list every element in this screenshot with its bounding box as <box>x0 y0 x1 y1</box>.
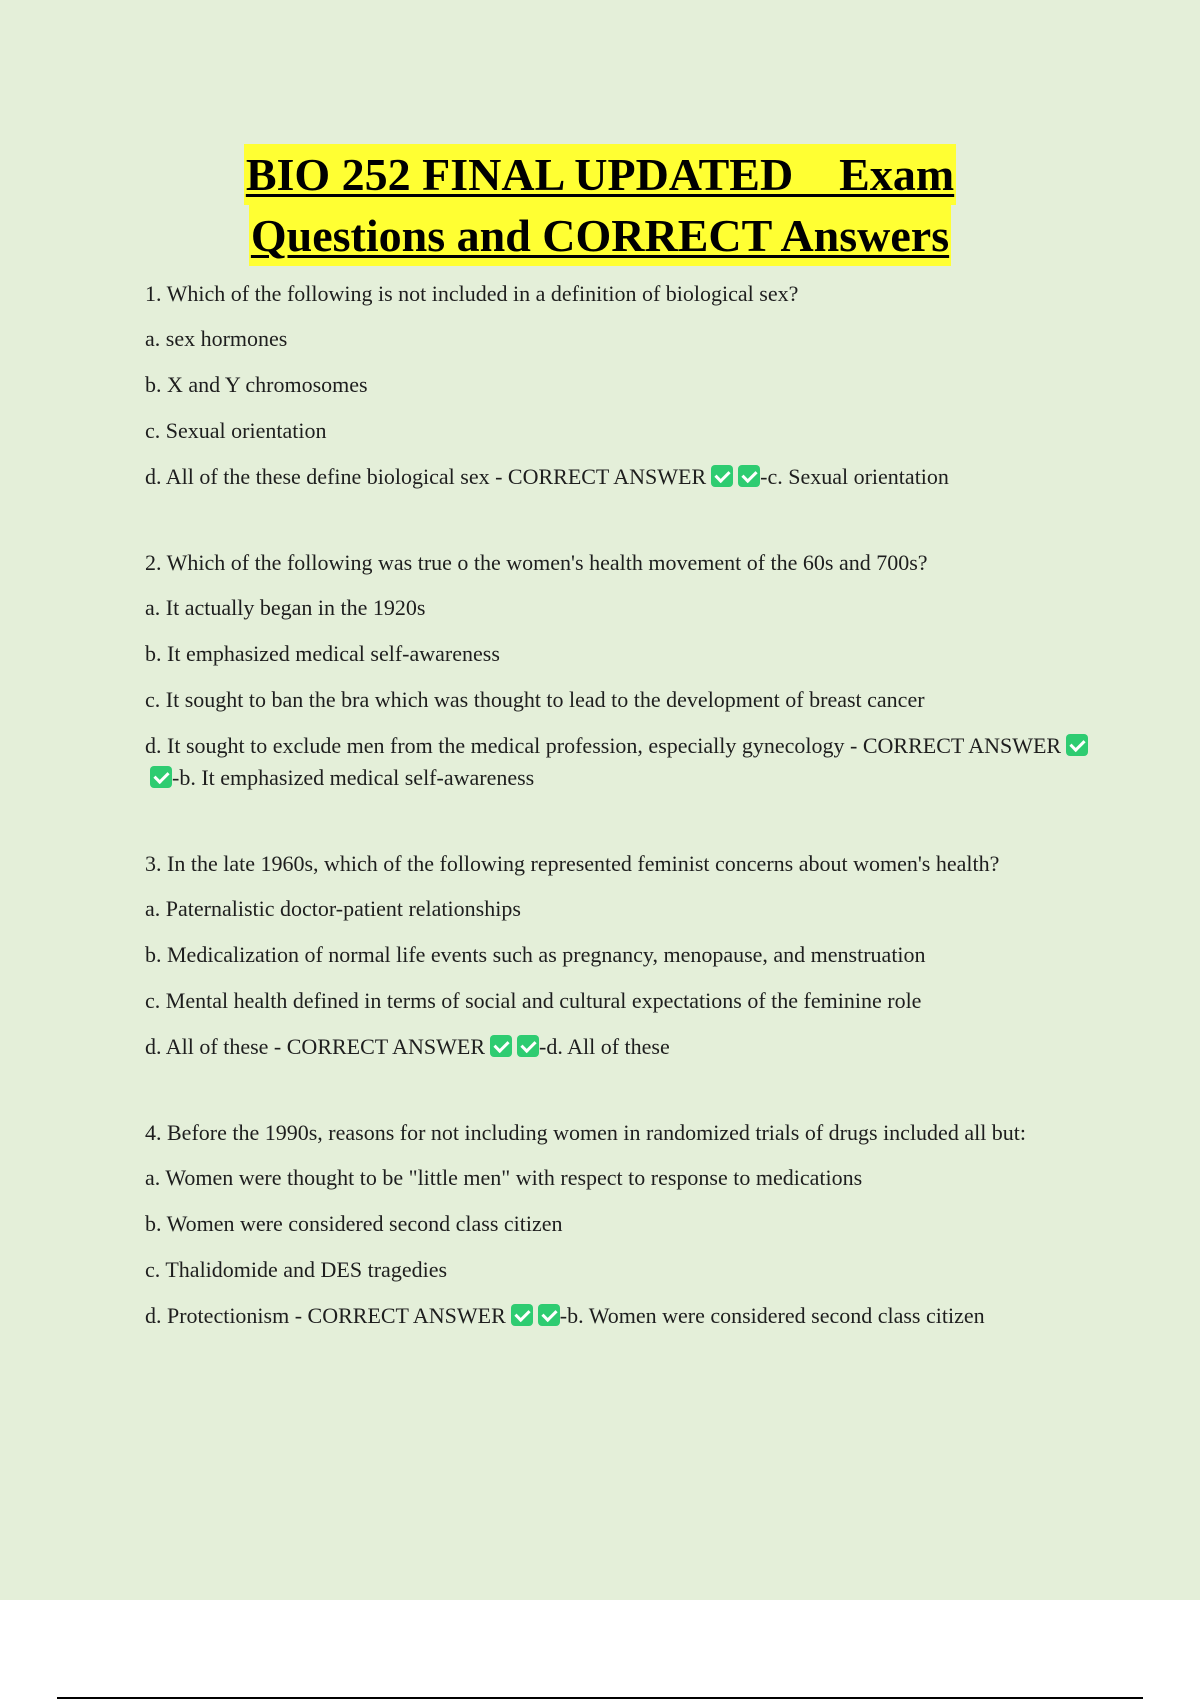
green-check-icon <box>738 465 760 487</box>
title-line-2: Questions and CORRECT Answers <box>249 205 951 266</box>
option-a: a. It actually began in the 1920s <box>145 595 426 620</box>
option-d-with-answer <box>145 1300 1095 1332</box>
option-c: c. Mental health defined in terms of social and cultural expectations of the feminine role <box>145 988 922 1013</box>
green-check-icon <box>150 766 172 788</box>
green-check-icon <box>517 1035 539 1057</box>
correct-answer: -b. It emphasized medical self-awareness <box>172 765 535 790</box>
green-check-icon <box>711 465 733 487</box>
option-d: d. All of the these define biological sex - CORRECT ANSWER <box>145 464 707 489</box>
question-text: 4. Before the 1990s, reasons for not including women in randomized trials of drugs included all but: <box>145 1120 1027 1145</box>
option-b: b. X and Y chromosomes <box>145 372 368 397</box>
question-list <box>145 278 1095 1386</box>
green-check-icon <box>538 1304 560 1326</box>
question-block-3 <box>145 848 1095 1063</box>
correct-answer: -b. Women were considered second class citizen <box>559 1303 985 1328</box>
green-check-icon <box>511 1304 533 1326</box>
correct-answer: -c. Sexual orientation <box>760 464 949 489</box>
option-a: a. Paternalistic doctor-patient relationships <box>145 896 521 921</box>
option-b: b. Women were considered second class citizen <box>145 1211 563 1236</box>
footer-divider <box>57 1697 1143 1699</box>
option-d: d. It sought to exclude men from the medical profession, especially gynecology - CORRECT ANSWER <box>145 733 1062 758</box>
question-block-4 <box>145 1117 1095 1332</box>
option-c: c. Thalidomide and DES tragedies <box>145 1257 448 1282</box>
option-d: d. All of these - CORRECT ANSWER <box>145 1034 485 1059</box>
option-b: b. Medicalization of normal life events such as pregnancy, menopause, and menstruation <box>145 942 926 967</box>
question-text: 3. In the late 1960s, which of the following represented feminist concerns about women's health? <box>145 851 1000 876</box>
option-a: a. sex hormones <box>145 326 288 351</box>
option-d: d. Protectionism - CORRECT ANSWER <box>145 1303 506 1328</box>
option-c: c. It sought to ban the bra which was thought to lead to the development of breast cancer <box>145 687 925 712</box>
option-d-with-answer <box>145 1031 1095 1063</box>
green-check-icon <box>1066 734 1088 756</box>
question-block-1 <box>145 278 1095 493</box>
question-text: 1. Which of the following is not included in a definition of biological sex? <box>145 281 799 306</box>
question-text: 2. Which of the following was true o the women's health movement of the 60s and 700s? <box>145 550 928 575</box>
option-b: b. It emphasized medical self-awareness <box>145 641 500 666</box>
green-check-icon <box>490 1035 512 1057</box>
question-block-2 <box>145 547 1095 794</box>
option-d-with-answer <box>145 730 1095 794</box>
option-d-with-answer <box>145 461 1095 493</box>
option-c: c. Sexual orientation <box>145 418 327 443</box>
title-line-1: BIO 252 FINAL UPDATED Exam <box>244 144 956 205</box>
document-title <box>0 144 1200 266</box>
correct-answer: -d. All of these <box>539 1034 670 1059</box>
option-a: a. Women were thought to be "little men" with respect to response to medications <box>145 1165 863 1190</box>
